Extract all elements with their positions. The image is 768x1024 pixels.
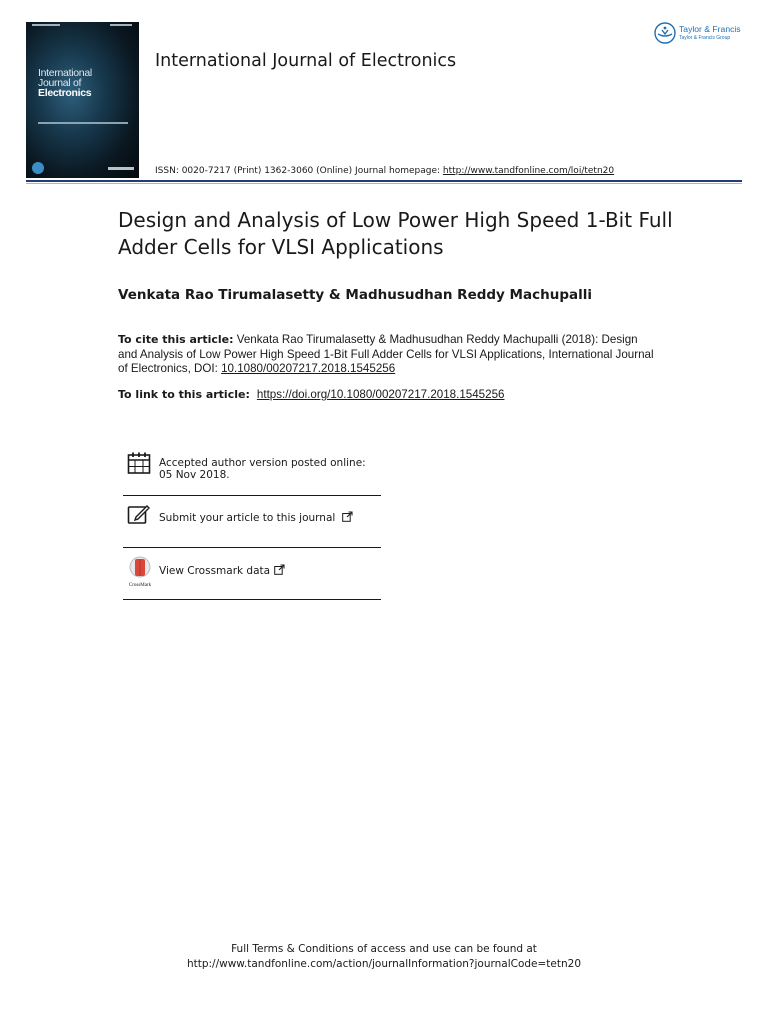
cover-title-line-2: Journal of	[38, 77, 82, 89]
citation-label: To cite this article:	[118, 333, 234, 346]
journal-homepage-link[interactable]: http://www.tandfonline.com/loi/tetn20	[442, 166, 615, 176]
footer-terms	[0, 942, 768, 972]
divider-3	[123, 599, 381, 600]
article-doi-url-link[interactable]: https://doi.org/10.1080/00207217.2018.1545256	[256, 388, 505, 401]
submit-article-link[interactable]	[159, 511, 353, 524]
cover-publisher-mark	[108, 167, 134, 170]
doi-link[interactable]: 10.1080/00207217.2018.1545256	[221, 362, 396, 375]
calendar-icon	[127, 451, 151, 475]
header-rule	[26, 180, 742, 182]
cover-title-line-3: Electronics	[38, 87, 92, 99]
issn-line	[155, 166, 614, 176]
cover-title	[38, 68, 138, 98]
publisher-name: Taylor & Francis	[679, 24, 741, 34]
taylor-francis-icon	[654, 22, 676, 44]
article-link-label: To link to this article:	[118, 388, 254, 401]
article-title: Design and Analysis of Low Power High Speed 1-Bit Full Adder Cells for VLSI Applications	[118, 208, 673, 259]
journal-cover-image	[26, 22, 139, 178]
citation-text: Venkata Rao Tirumalasetty & Madhusudhan Reddy Machupalli (2018): Design and Analysis of Low Power High Speed 1-Bit Full Adder Cells for VLSI Applications, International Journal of Electronics, DOI:	[118, 333, 654, 375]
publisher-group: Taylor & Francis Group	[679, 35, 731, 41]
issn-text: ISSN: 0020-7217 (Print) 1362-3060 (Online) Journal homepage:	[155, 166, 443, 176]
footer-terms-text: Full Terms & Conditions of access and use can be found at	[231, 943, 537, 955]
external-link-icon	[342, 511, 353, 522]
cover-title-line-1: International	[38, 67, 92, 79]
edit-icon	[127, 503, 151, 527]
divider-1	[123, 495, 381, 496]
submit-article-label: Submit your article to this journal	[159, 512, 336, 524]
crossmark-label: View Crossmark data	[159, 565, 271, 577]
journal-name: International Journal of Electronics	[155, 51, 457, 71]
crossmark-logo-text: CrossMark	[128, 583, 152, 588]
article-link-block	[118, 388, 504, 401]
article-authors: Venkata Rao Tirumalasetty & Madhusudhan Reddy Machupalli	[118, 287, 592, 303]
cover-header-strip	[26, 22, 139, 30]
divider-2	[123, 547, 381, 548]
external-link-icon	[274, 564, 285, 575]
header-rule-thin	[26, 183, 742, 184]
footer-terms-url[interactable]: http://www.tandfonline.com/action/journalInformation?journalCode=tetn20	[186, 958, 582, 970]
crossmark-logo	[125, 556, 155, 586]
citation-block	[118, 333, 658, 377]
cover-subtitle-line	[38, 122, 128, 124]
crossmark-link[interactable]	[159, 564, 285, 577]
crossmark-icon	[125, 556, 155, 578]
accepted-date-text: Accepted author version posted online: 05 Nov 2018.	[159, 457, 366, 481]
cover-society-logo-icon	[32, 162, 44, 174]
